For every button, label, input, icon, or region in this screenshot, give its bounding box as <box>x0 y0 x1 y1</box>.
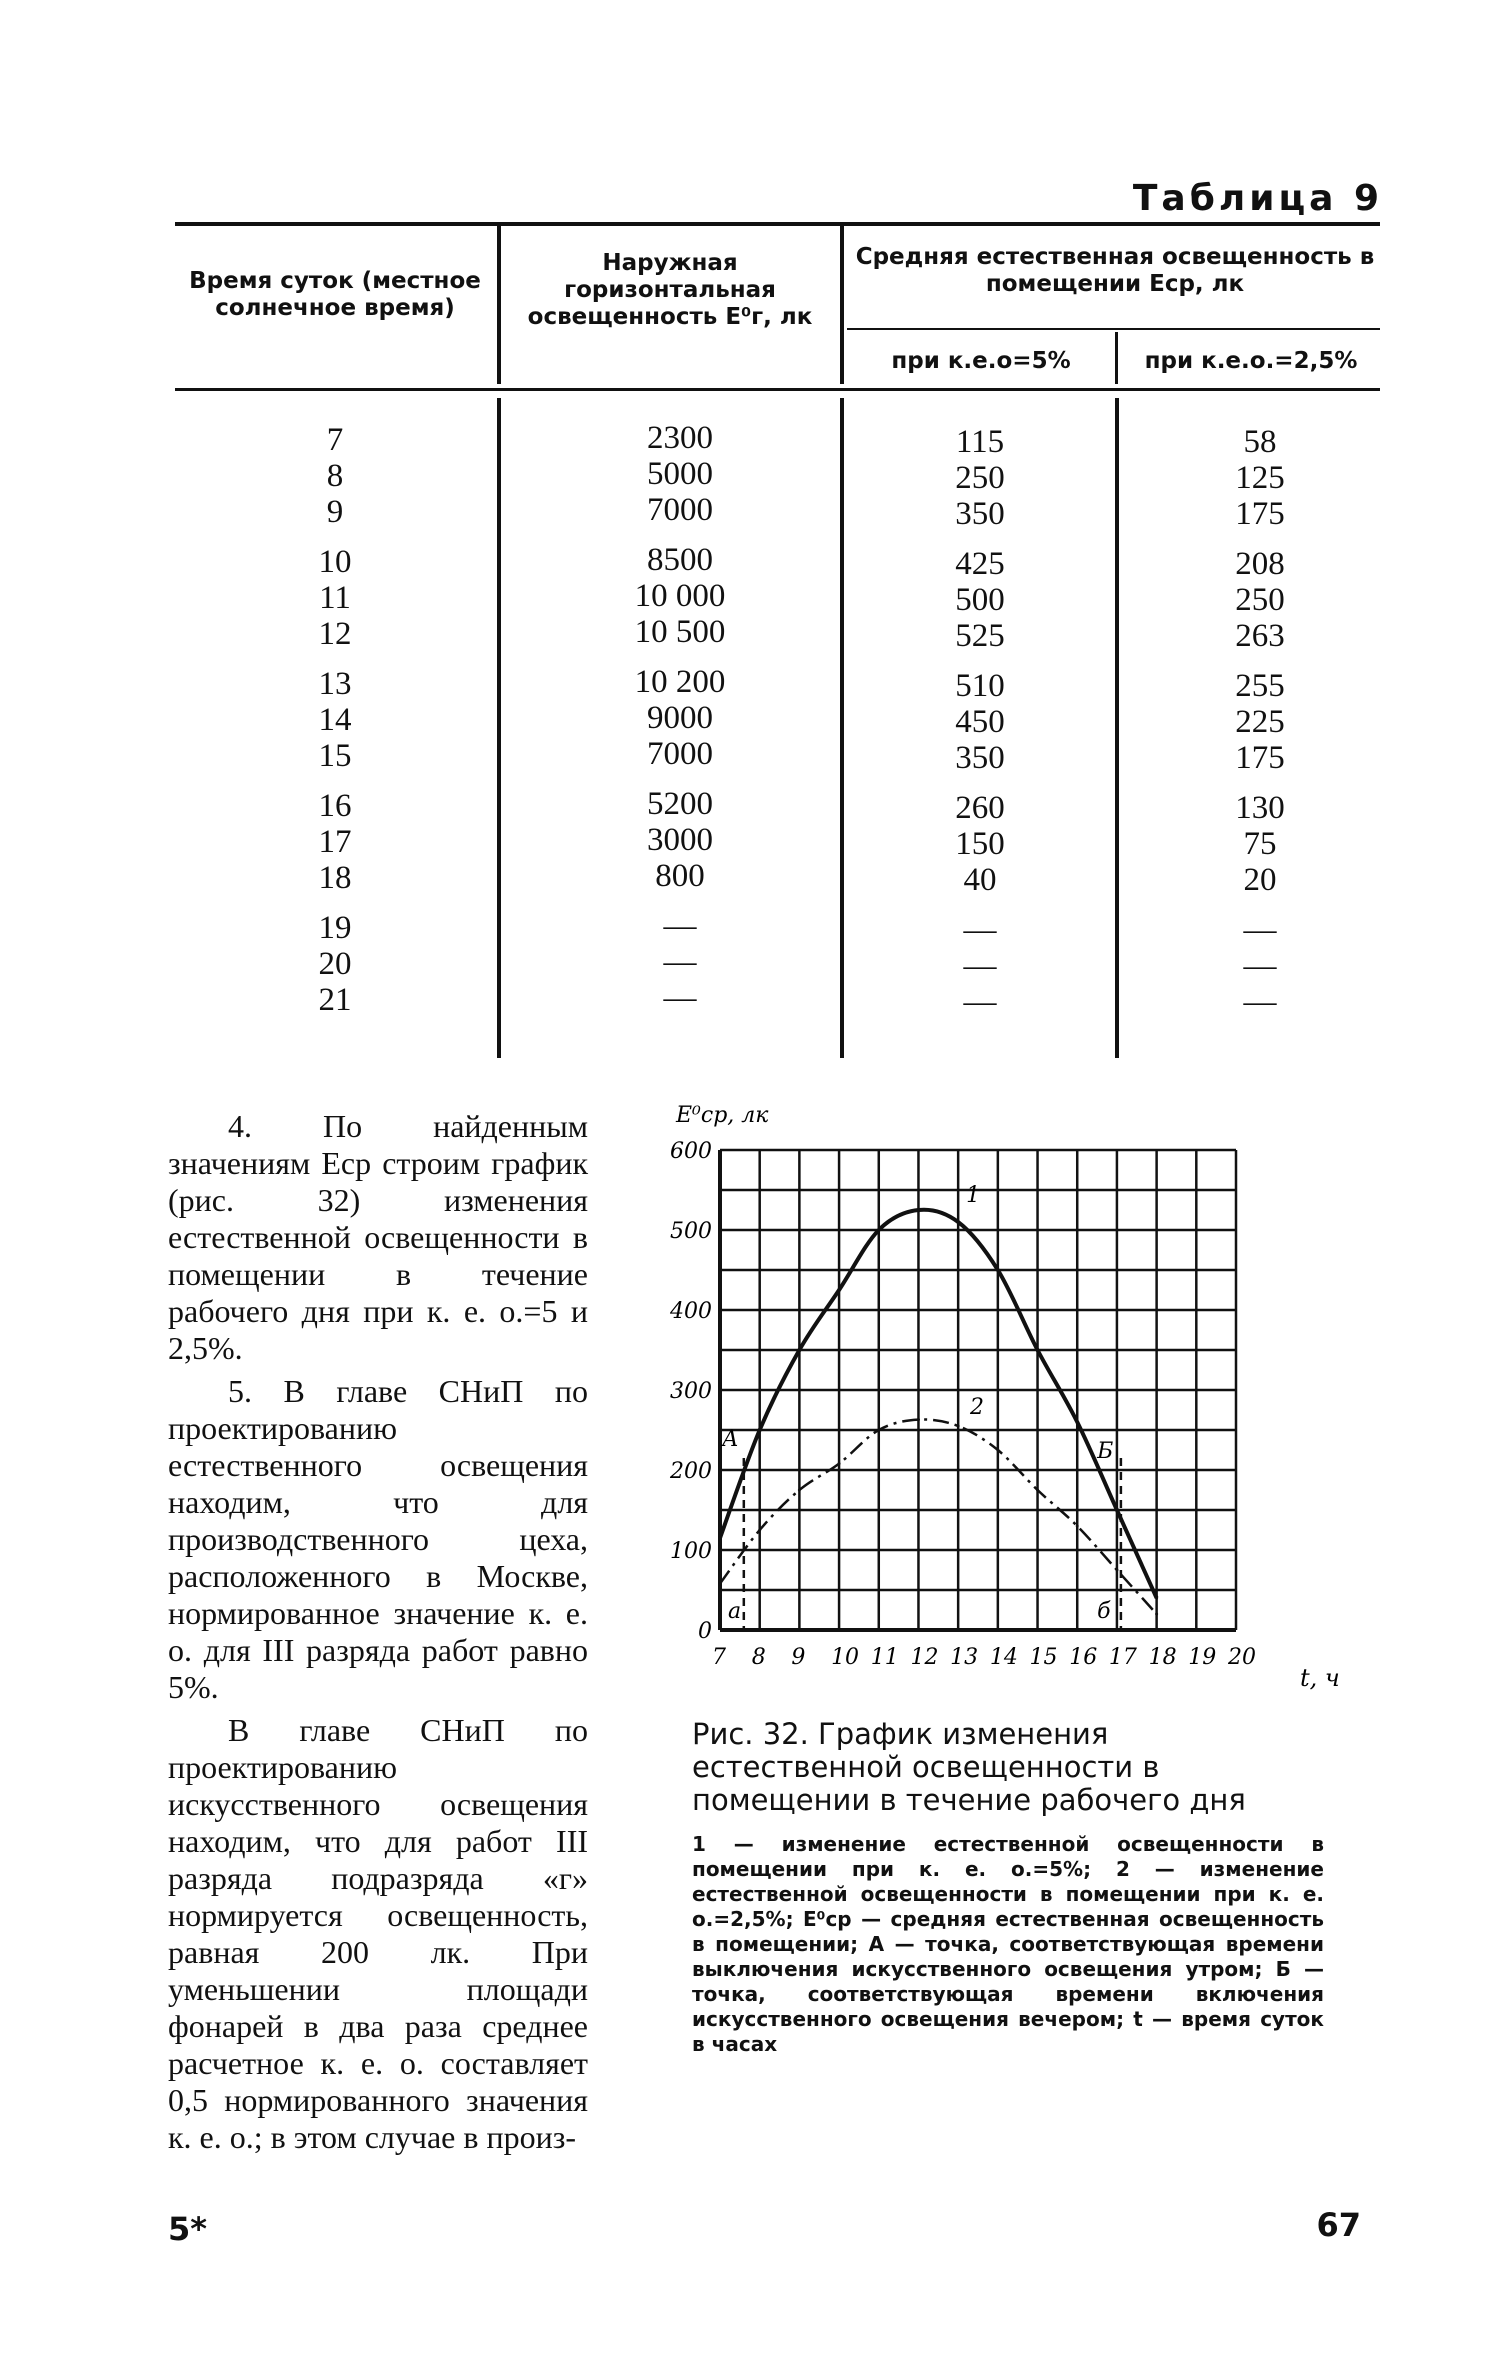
x-tick-label: 20 <box>1228 1645 1256 1670</box>
x-tick-label: 10 <box>831 1645 860 1670</box>
data-point-2 <box>996 1449 999 1452</box>
data-point-2 <box>1115 1569 1118 1572</box>
y-tick-label: 600 <box>670 1139 712 1164</box>
annotation-B: Б <box>1097 1439 1114 1464</box>
table-top-rule <box>175 222 1380 226</box>
cell-outdoor: 7000 <box>647 736 713 772</box>
cell-kyo-2-5: — <box>1243 912 1277 948</box>
data-point-2 <box>957 1425 960 1428</box>
cell-kyo-5: 450 <box>955 704 1005 740</box>
table-vline-2-head <box>840 226 844 384</box>
cell-time: 8 <box>326 458 344 494</box>
cell-kyo-2-5: — <box>1243 984 1277 1020</box>
table-vline-1-head <box>497 226 501 384</box>
cell-outdoor: 10 000 <box>634 578 726 614</box>
data-point-1 <box>996 1269 999 1272</box>
data-point-2 <box>719 1582 722 1585</box>
cell-kyo-5: 425 <box>955 546 1005 582</box>
data-point-1 <box>758 1429 761 1432</box>
cell-kyo-2-5: 263 <box>1235 618 1285 654</box>
cell-outdoor: 800 <box>655 858 705 894</box>
cell-kyo-2-5: 58 <box>1243 424 1277 460</box>
cell-outdoor: 3000 <box>647 822 713 858</box>
x-tick-label: 15 <box>1029 1645 1058 1670</box>
figure-legend: 1 — изменение естественной освещенности в помещении при к. е. о.=5%; 2 — изменение естественной освещенности в помещении при к. е. о.=2,5%; E⁰ср — средняя естественная освещенность в помещении; А — точка, соответствующая времени выключения искусственного освещения утром; Б — точка, соответствующая времени включения искусственного освещения вечером; t — время суток в часах <box>692 1832 1324 2056</box>
cell-time: 16 <box>318 788 352 824</box>
cell-kyo-5: 525 <box>955 618 1005 654</box>
cell-kyo-2-5: 175 <box>1235 496 1285 532</box>
data-point-2 <box>1155 1613 1158 1616</box>
y-tick-label: 100 <box>670 1539 712 1564</box>
cell-kyo-5: 250 <box>955 460 1005 496</box>
y-tick-label: 200 <box>670 1459 712 1484</box>
cell-kyo-2-5: 75 <box>1243 826 1277 862</box>
data-point-2 <box>758 1529 761 1532</box>
data-point-1 <box>917 1209 920 1212</box>
cell-outdoor: 2300 <box>647 420 713 456</box>
cell-kyo-2-5: 225 <box>1235 704 1285 740</box>
cell-time: 20 <box>318 946 352 982</box>
header-time: Время суток (местное солнечное время) <box>189 268 481 321</box>
data-point-1 <box>798 1349 801 1352</box>
paragraph-5: 5. В главе СНиП по проектированию естественного освещения находим, что для производственного цеха, расположенного в Москве, нормированное значение к. е. о. для III разряда работ равно 5%. <box>168 1373 588 1705</box>
annotation-b: б <box>1097 1599 1111 1624</box>
cell-kyo-2-5: 208 <box>1235 546 1285 582</box>
x-tick-label: 13 <box>950 1645 979 1670</box>
cell-time: 9 <box>326 494 344 530</box>
data-point-1 <box>877 1229 880 1232</box>
cell-time: 17 <box>318 824 352 860</box>
cell-outdoor: — <box>663 980 697 1016</box>
cell-time: 15 <box>318 738 352 774</box>
x-tick-label: 7 <box>712 1645 726 1670</box>
cell-time: 21 <box>318 982 352 1018</box>
cell-kyo-2-5: 125 <box>1235 460 1285 496</box>
cell-kyo-2-5: 130 <box>1235 790 1285 826</box>
cell-kyo-2-5: 250 <box>1235 582 1285 618</box>
data-point-2 <box>798 1489 801 1492</box>
column-outdoor <box>580 420 780 1030</box>
cell-kyo-2-5: 20 <box>1243 862 1277 898</box>
cell-kyo-2-5: 175 <box>1235 740 1285 776</box>
x-tick-label: 12 <box>910 1645 939 1670</box>
cell-outdoor: — <box>663 908 697 944</box>
cell-outdoor: 5200 <box>647 786 713 822</box>
x-tick-label: 14 <box>989 1645 1018 1670</box>
cell-kyo-5: 260 <box>955 790 1005 826</box>
cell-kyo-5: 500 <box>955 582 1005 618</box>
cell-time: 18 <box>318 860 352 896</box>
data-point-2 <box>917 1418 920 1421</box>
cell-outdoor: 10 200 <box>634 664 726 700</box>
x-tick-label: 19 <box>1188 1645 1217 1670</box>
table-header-rule <box>175 388 1380 391</box>
data-point-1 <box>1155 1597 1158 1600</box>
series-label-2: 2 <box>970 1395 985 1420</box>
cell-outdoor: 5000 <box>647 456 713 492</box>
cell-kyo-5: 40 <box>963 862 997 898</box>
paragraph-4: 4. По найденным значениям Еср строим график (рис. 32) изменения естественной освещенности в помещении в течение рабочего дня при к. е. о.=5 и 2,5%. <box>168 1108 588 1366</box>
cell-time: 12 <box>318 616 352 652</box>
y-tick-label: 0 <box>698 1619 712 1644</box>
cell-kyo-5: — <box>963 948 997 984</box>
y-axis-label: E⁰ср, лк <box>676 1103 769 1128</box>
series-line-1 <box>720 1210 1157 1598</box>
header-kyo-2-5: при к.е.о.=2,5% <box>1144 348 1358 374</box>
cell-outdoor: 8500 <box>647 542 713 578</box>
x-tick-label: 18 <box>1148 1645 1177 1670</box>
annotation-A: А <box>721 1427 739 1452</box>
cell-kyo-2-5: 255 <box>1235 668 1285 704</box>
body-text <box>168 1108 588 2162</box>
table-vline-3-head <box>1115 332 1118 384</box>
cell-time: 7 <box>326 422 344 458</box>
header-kyo-5: при к.е.о=5% <box>891 348 1071 374</box>
table-vline-3 <box>1115 398 1119 1058</box>
x-tick-label: 8 <box>751 1645 766 1670</box>
table-vline-1 <box>497 398 501 1058</box>
cell-time: 13 <box>318 666 352 702</box>
data-point-2 <box>1076 1525 1079 1528</box>
figure-caption: Рис. 32. График изменения естественной освещенности в помещении в течение рабочего дня <box>692 1717 1246 1817</box>
cell-outdoor: 9000 <box>647 700 713 736</box>
cell-kyo-5: — <box>963 984 997 1020</box>
data-point-1 <box>1076 1421 1079 1424</box>
x-tick-label: 16 <box>1069 1645 1098 1670</box>
data-point-2 <box>838 1462 841 1465</box>
cell-kyo-5: 510 <box>955 668 1005 704</box>
cell-kyo-5: — <box>963 912 997 948</box>
data-point-1 <box>957 1221 960 1224</box>
data-point-2 <box>877 1429 880 1432</box>
x-tick-label: 17 <box>1108 1645 1137 1670</box>
cell-time: 11 <box>319 580 351 616</box>
cell-time: 10 <box>318 544 352 580</box>
x-axis-label: t, ч <box>1300 1664 1340 1692</box>
paragraph-6: В главе СНиП по проектированию искусственного освещения находим, что для работ III разряда подразряда «г» нормируется освещенность, равная 200 лк. При уменьшении площади фонарей в два раза среднее расчетное к. е. о. составляет 0,5 нормированного значения к. е. о.; в этом случае в произ- <box>168 1712 588 2155</box>
cell-outdoor: 10 500 <box>634 614 726 650</box>
data-point-1 <box>1115 1509 1118 1512</box>
table-vline-2 <box>840 398 844 1058</box>
header-outdoor: Наружная горизонтальная освещенность Е⁰г, лк <box>527 250 813 330</box>
table-subheader-rule <box>847 328 1380 330</box>
data-point-1 <box>838 1289 841 1292</box>
table-caption: Таблица 9 <box>1132 178 1383 219</box>
data-point-2 <box>1036 1489 1039 1492</box>
cell-kyo-2-5: — <box>1243 948 1277 984</box>
column-kyo-5 <box>900 424 1060 1034</box>
cell-kyo-5: 350 <box>955 740 1005 776</box>
illuminance-chart <box>660 1100 1360 1700</box>
cell-outdoor: 7000 <box>647 492 713 528</box>
column-time <box>290 422 380 1032</box>
y-tick-label: 400 <box>670 1299 712 1324</box>
x-tick-label: 9 <box>791 1645 806 1670</box>
header-indoor: Средняя естественная освещенность в помещении Еср, лк <box>855 244 1375 297</box>
cell-kyo-5: 350 <box>955 496 1005 532</box>
series-label-1: 1 <box>966 1183 981 1208</box>
column-kyo-2-5 <box>1180 424 1340 1034</box>
data-point-1 <box>1036 1349 1039 1352</box>
cell-kyo-5: 115 <box>955 424 1005 460</box>
data-point-1 <box>719 1537 722 1540</box>
annotation-a: а <box>727 1599 742 1624</box>
y-tick-label: 300 <box>670 1379 712 1404</box>
cell-outdoor: — <box>663 944 697 980</box>
cell-time: 19 <box>318 910 352 946</box>
cell-time: 14 <box>318 702 352 738</box>
signature-mark: 5* <box>168 2210 207 2248</box>
x-tick-label: 11 <box>870 1645 899 1670</box>
cell-kyo-5: 150 <box>955 826 1005 862</box>
y-tick-label: 500 <box>670 1219 712 1244</box>
page-number: 67 <box>1316 2206 1361 2244</box>
